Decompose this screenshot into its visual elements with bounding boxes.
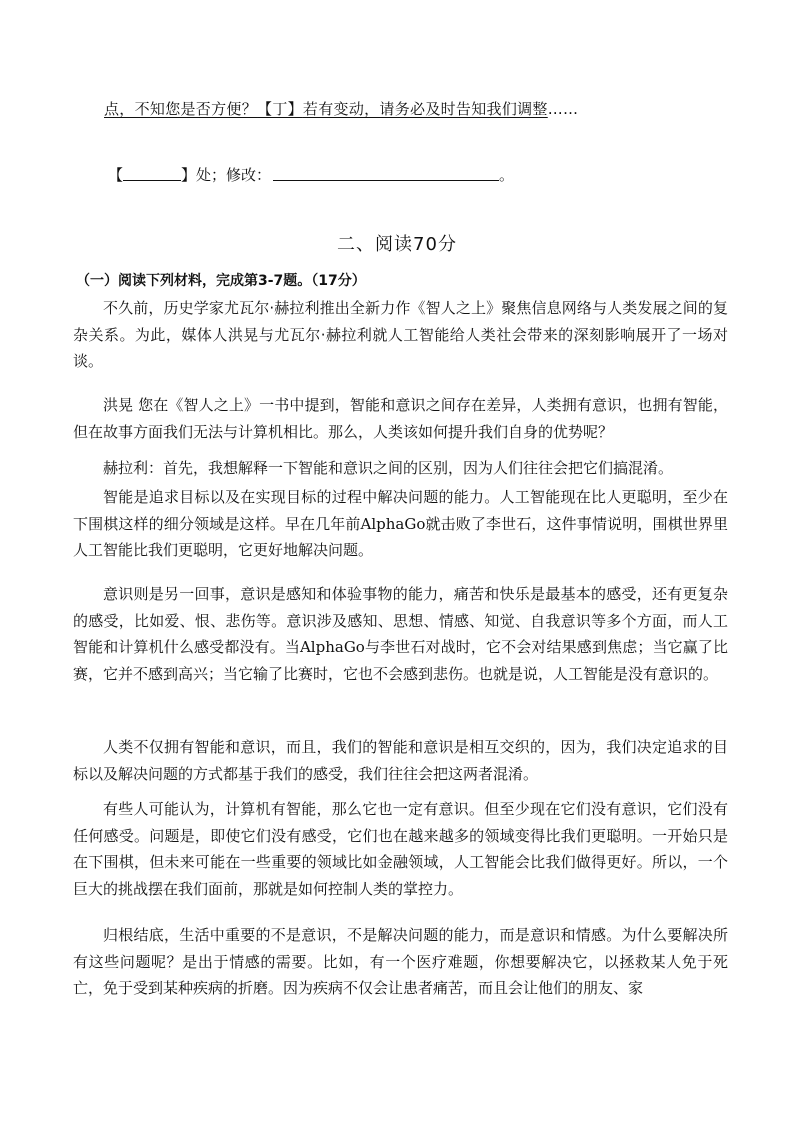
bracket-label-ding: 【丁】 (257, 100, 303, 118)
paragraph-question: 洪晃 您在《智人之上》一书中提到，智能和意识之间存在差异，人类拥有意识，也拥有智能，但在故事方面我们无法与计算机相比。那么，人类该如何提升我们自身的优势呢？ (73, 396, 728, 441)
paragraph-intelligence: 智能是追求目标以及在实现目标的过程中解决问题的能力。人工智能现在比人更聪明，至少在下围棋这样的细分领域是这样。早在几年前AlphaGo就击败了李世石，这件事情说明，围棋世界里人工智能比我们更聪明，它更好地解决问题。 (73, 488, 728, 559)
bracket-open: 【 (108, 166, 124, 184)
sentence-part-1: 点，不知您是否方便？ (104, 100, 258, 118)
sentence-part-2: 若有变动，请务必及时告知我们调整 (302, 100, 548, 118)
revision-blank[interactable] (273, 166, 499, 181)
answer-period: 。 (499, 166, 515, 184)
paragraph-intro: 不久前，历史学家尤瓦尔·赫拉利推出全新力作《智人之上》聚焦信息网络与人类发展之间的复杂关系。为此，媒体人洪晃与尤瓦尔·赫拉利就人工智能给人类社会带来的深刻影响展开了一场对谈。 (73, 299, 728, 370)
ellipsis: …… (547, 100, 579, 118)
paragraph-consciousness: 意识则是另一回事，意识是感知和体验事物的能力，痛苦和快乐是最基本的感受，还有更复杂的感受，比如爱、恨、悲伤等。意识涉及感知、思想、情感、知觉、自我意识等多个方面，而人工智能和计算机什么感受都没有。当AlphaGo与李世石对战时，它不会对结果感到焦虑；当它赢了比赛，它并不感到高兴；当它输了比赛时，它也不会感到悲伤。也就是说，人工智能是没有意识的。 (73, 585, 728, 683)
paragraph-conclusion: 归根结底，生活中重要的不是意识，不是解决问题的能力，而是意识和情感。为什么要解决所有这些问题呢？是出于情感的需要。比如，有一个医疗难题，你想要解决它，以拯救某人免于死亡，免于受到某种疾病的折磨。因为疾病不仅会让患者痛苦，而且会让他们的朋友、家 (73, 926, 728, 997)
paragraph-interwoven: 人类不仅拥有智能和意识，而且，我们的智能和意识是相互交织的，因为，我们决定追求的目标以及解决问题的方式都基于我们的感受，我们往往会把这两者混淆。 (73, 738, 728, 783)
paragraph-answer-1: 赫拉利：首先，我想解释一下智能和意识之间的区别，因为人们往往会把它们搞混淆。 (103, 459, 674, 477)
answer-label: 】处；修改： (181, 166, 272, 184)
section-heading: 二、阅读70分 (337, 234, 457, 255)
bracket-blank[interactable] (123, 166, 181, 181)
paragraph-challenge: 有些人可能认为，计算机有智能，那么它也一定有意识。但至少现在它们没有意识，它们没有任何感受。问题是，即使它们没有感受，它们也在越来越多的领域变得比我们更聪明。一开始只是在下围棋，但未来可能在一些重要的领域比如金融领域，人工智能会比我们做得更好。所以，一个巨大的挑战摆在我们面前，那就是如何控制人类的掌控力。 (73, 800, 728, 898)
subsection-title: （一）阅读下列材料，完成第3-7题。（17分） (76, 273, 366, 289)
answer-line (108, 164, 514, 185)
fill-in-sentence (104, 98, 578, 119)
